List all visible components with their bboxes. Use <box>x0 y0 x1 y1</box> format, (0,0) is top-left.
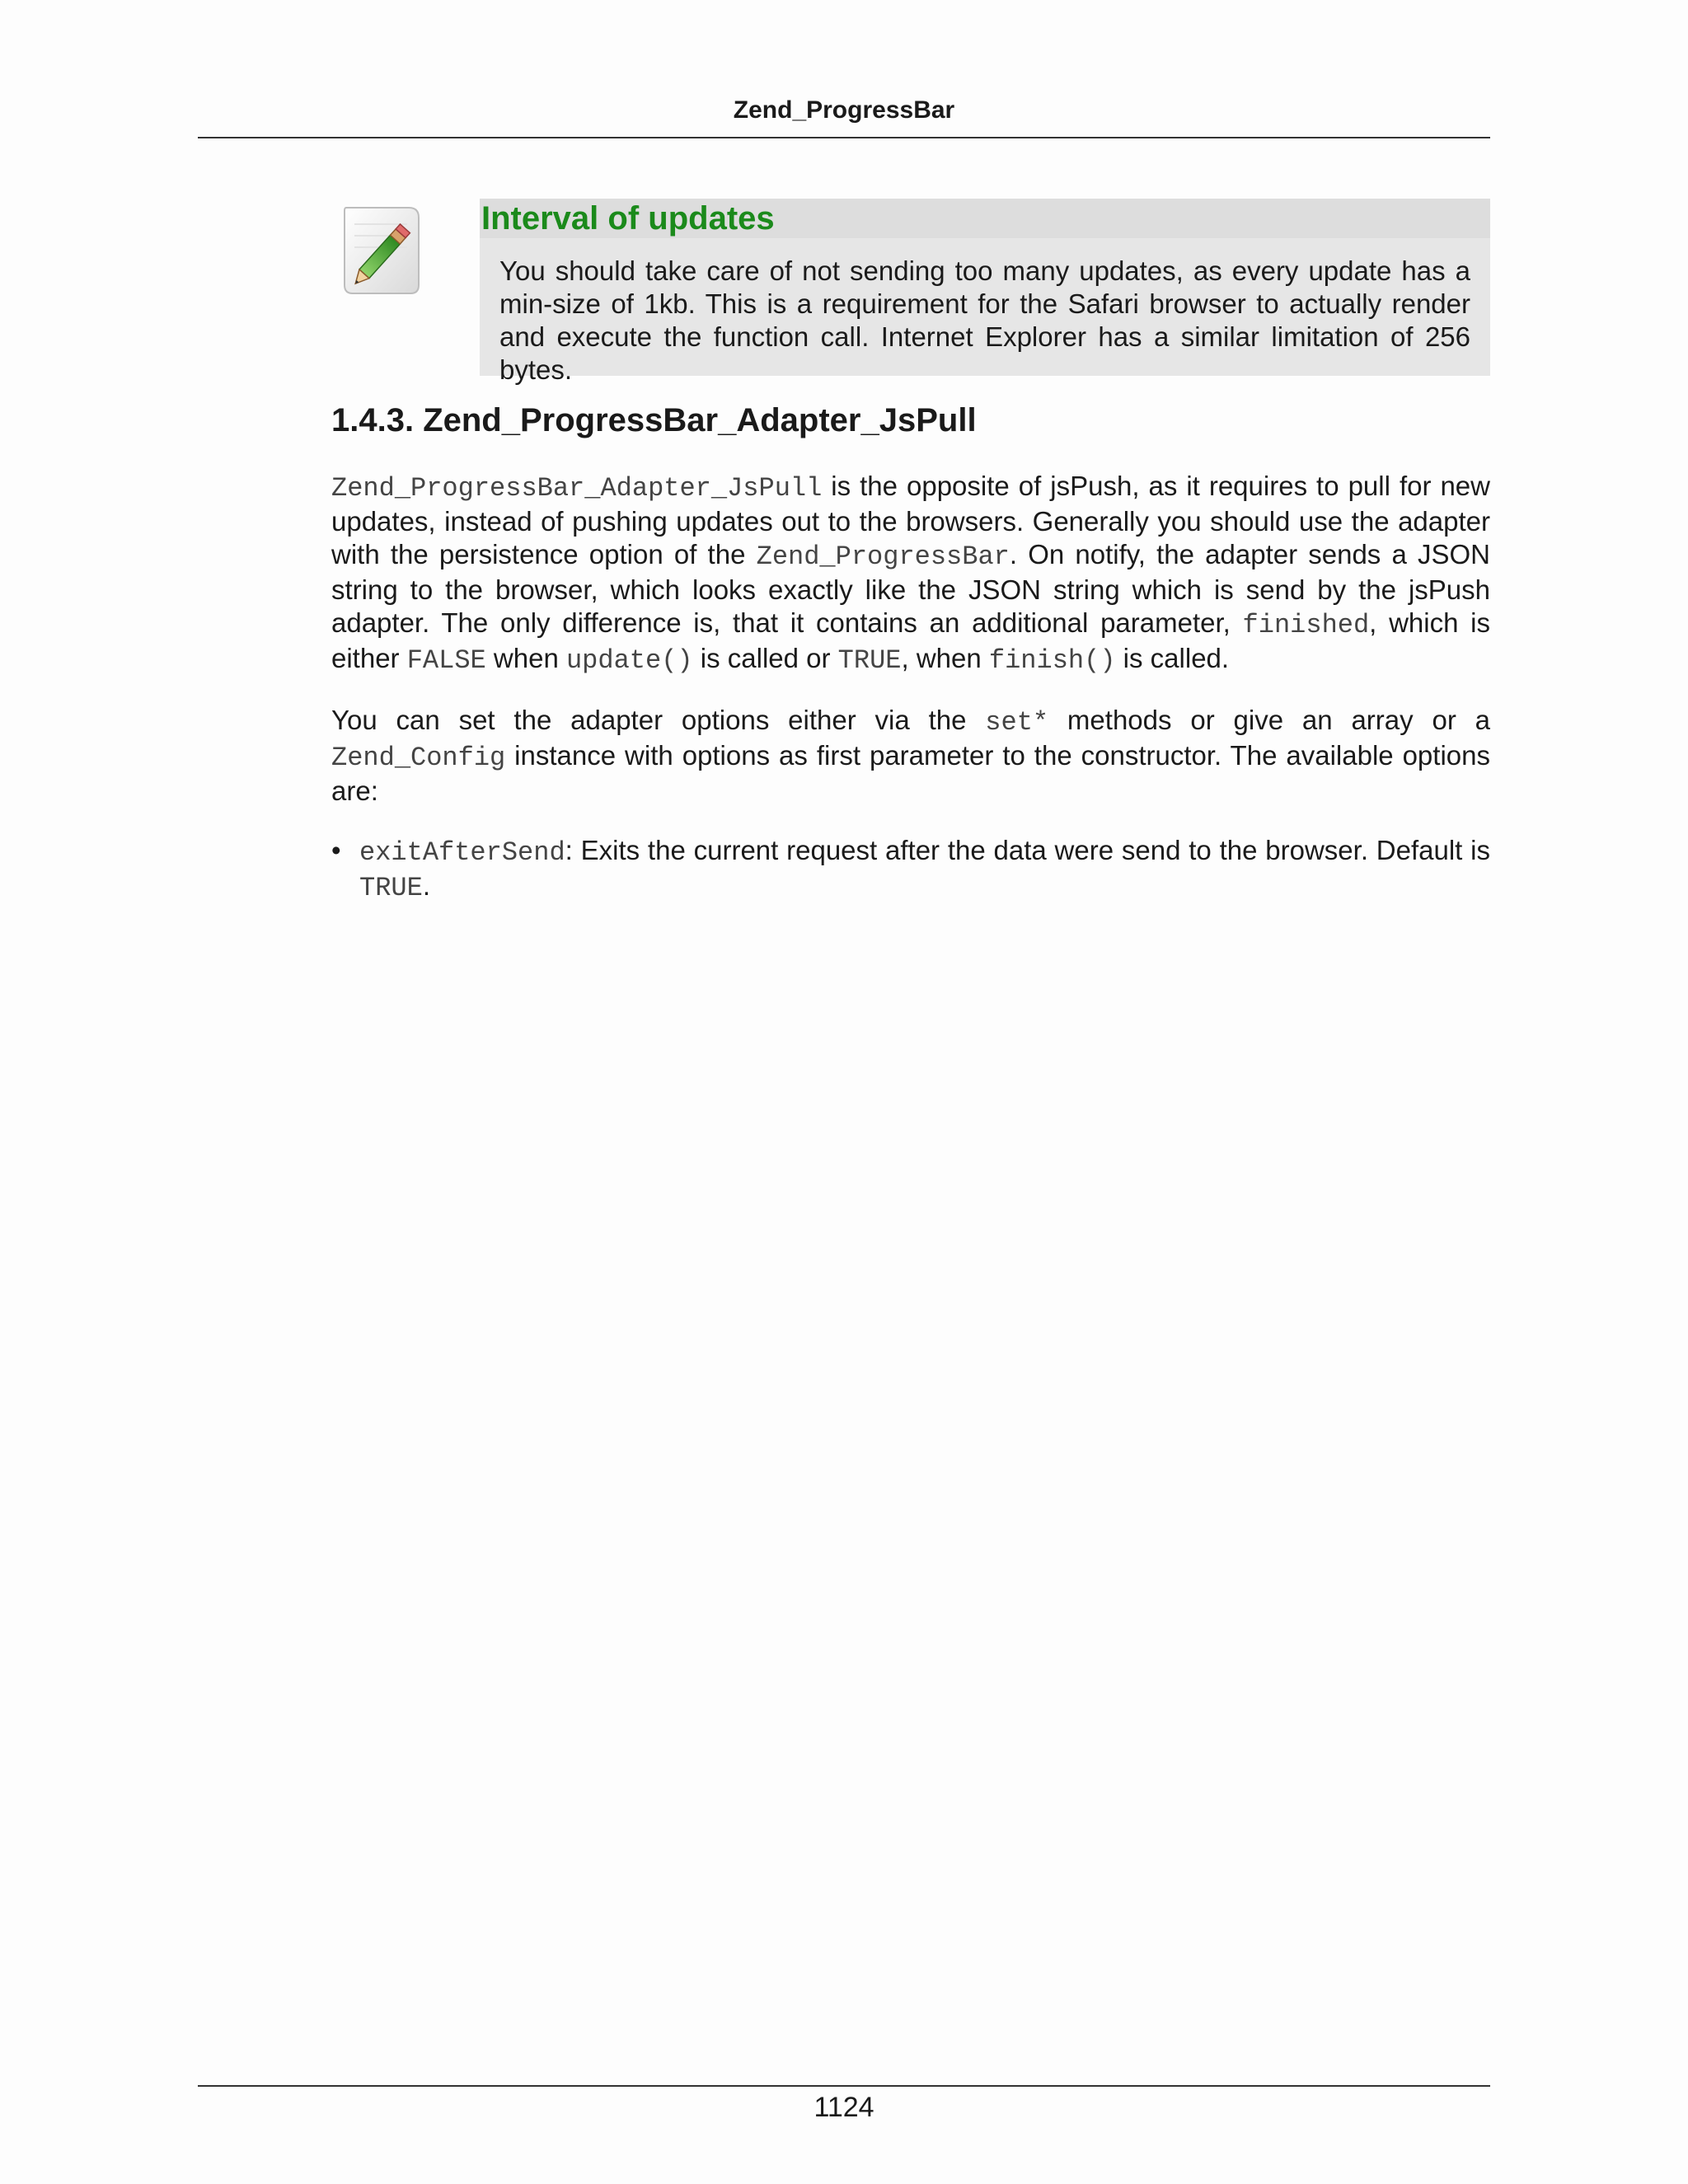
text-span: : Exits the current request after the data were send to the browser. Default is <box>565 835 1490 865</box>
text-span: is called. <box>1115 643 1230 673</box>
text-span: . <box>422 870 430 901</box>
text-span: , which is either <box>331 607 1490 673</box>
list-item <box>331 834 1490 905</box>
code-update: update() <box>565 645 693 676</box>
text-span: instance with options as first parameter to the constructor. The available options are: <box>331 740 1490 806</box>
note-pencil-icon <box>338 203 425 298</box>
code-set-methods: set* <box>985 707 1049 738</box>
options-list <box>331 834 1490 905</box>
text-span: You can set the adapter options either via the <box>331 705 986 735</box>
footer-divider <box>198 2085 1490 2087</box>
text-span: methods or give an array or a <box>1048 705 1490 735</box>
bullet-mark: • <box>331 835 341 865</box>
section-heading: 1.4.3. Zend_ProgressBar_Adapter_JsPull <box>331 402 977 438</box>
note-admonition <box>480 199 1490 385</box>
text-span: . On notify, the adapter sends a JSON string to the browser, which looks exactly like the JSON string which is send by the jsPush adapter. The only difference is, that it contains an additional parameter, <box>331 539 1491 638</box>
code-true: TRUE <box>837 645 902 676</box>
code-finish: finish() <box>988 645 1116 676</box>
code-false: FALSE <box>406 645 486 676</box>
main-content <box>331 399 1490 905</box>
note-title-bar <box>480 199 1490 238</box>
code-progressbar: Zend_ProgressBar <box>756 541 1010 572</box>
header-divider <box>198 137 1490 138</box>
text-span: is called or <box>692 643 838 673</box>
code-true: TRUE <box>359 873 423 903</box>
code-adapter-jspull: Zend_ProgressBar_Adapter_JsPull <box>331 473 823 504</box>
note-title: Interval of updates <box>481 200 775 237</box>
paragraph-jspull-description <box>331 470 1490 677</box>
code-exit-after-send: exitAfterSend <box>359 837 565 868</box>
code-finished: finished <box>1242 610 1370 640</box>
text-span: , when <box>901 643 989 673</box>
page-header-title: Zend_ProgressBar <box>733 96 955 124</box>
code-zend-config: Zend_Config <box>331 743 506 773</box>
text-span: is the opposite of jsPush, as it requires to pull for new updates, instead of pushing updates out to the browsers. Generally you should use the adapter with the persistence option of the <box>331 471 1490 569</box>
paragraph-adapter-options <box>331 704 1490 808</box>
note-body: You should take care of not sending too many updates, as every update has a min-size of 1kb. This is a requirement for the Safari browser to actually render and execute the function call. Internet Explorer has a similar limitation of 256 bytes. <box>499 255 1470 385</box>
text-span: when <box>485 643 566 673</box>
page-number: 1124 <box>814 2092 874 2123</box>
